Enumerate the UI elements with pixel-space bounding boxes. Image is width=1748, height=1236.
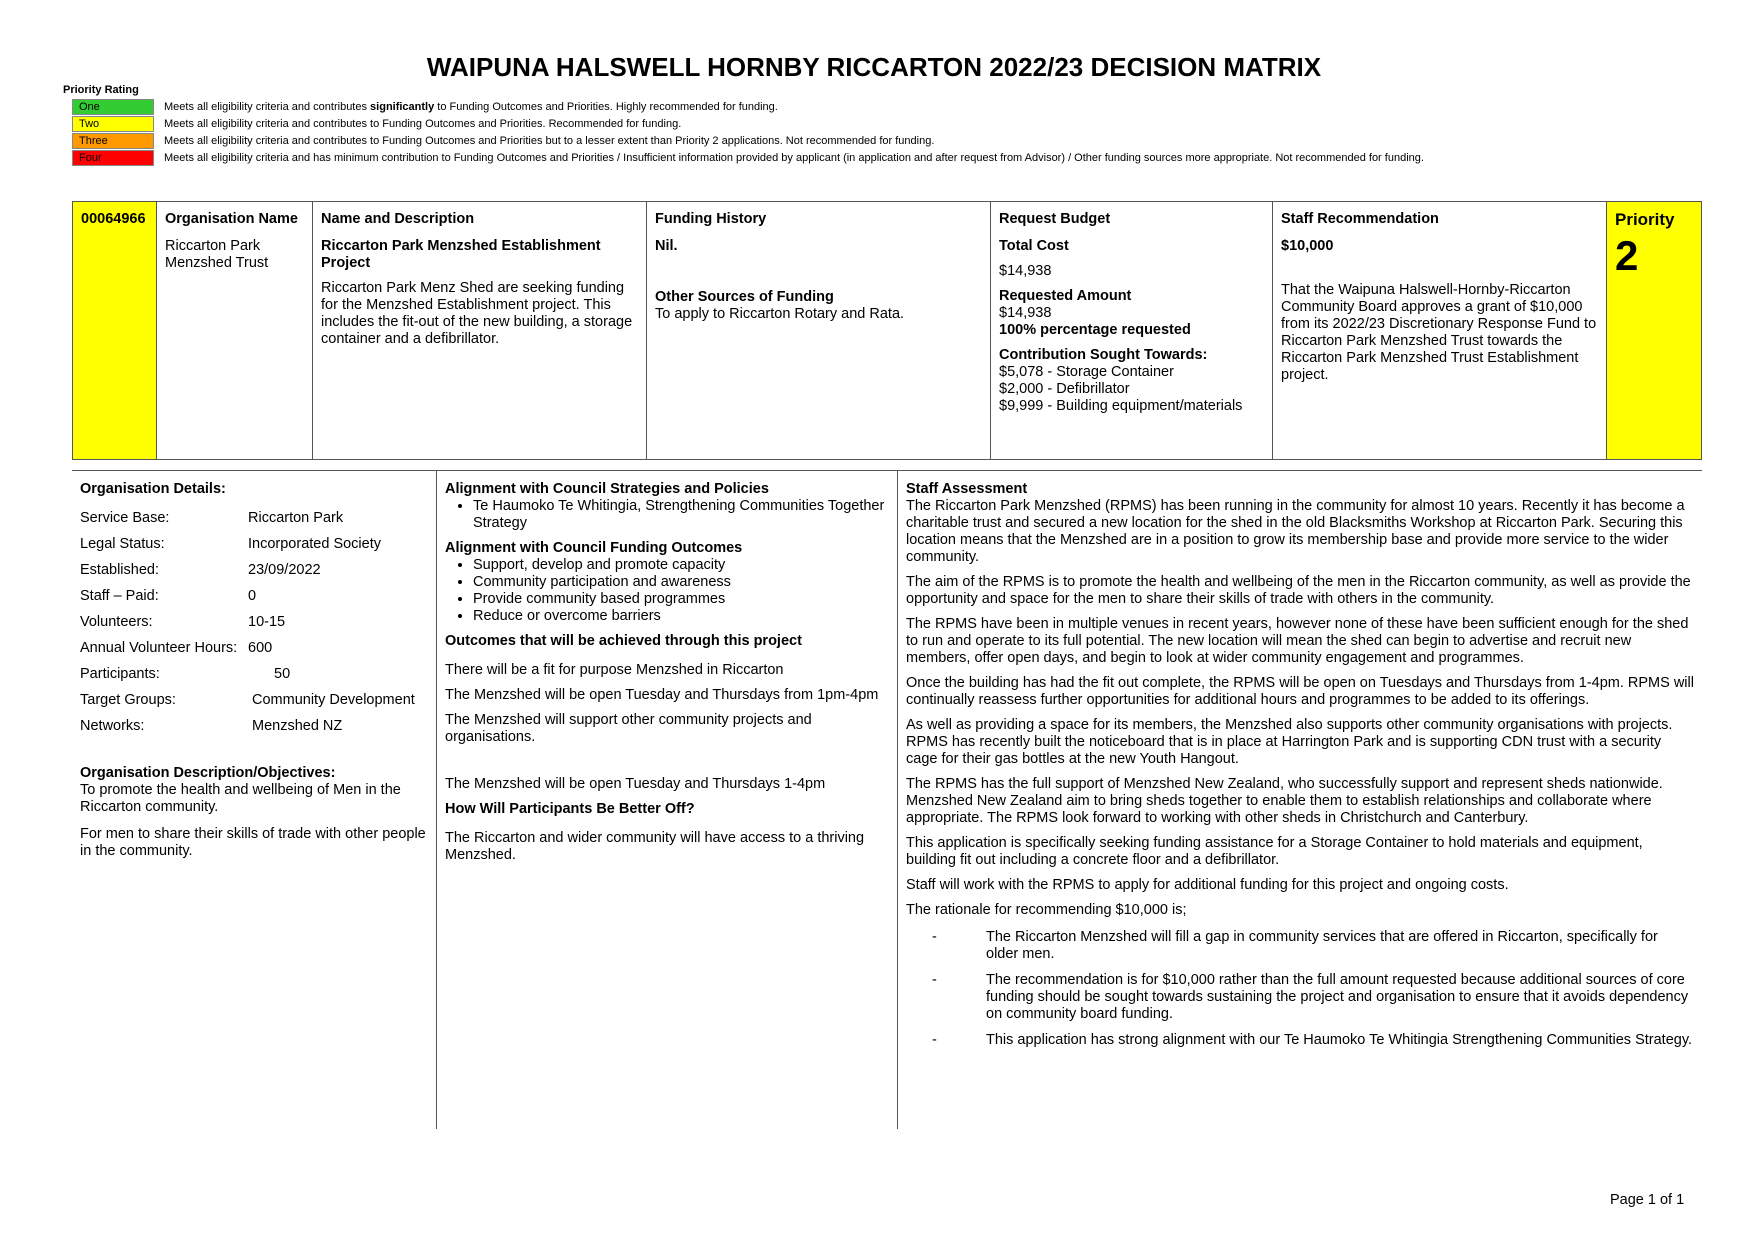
- organisation-description: To promote the health and wellbeing of Men in the Riccarton community.: [80, 782, 401, 815]
- detail-row: Participants: 50: [80, 666, 291, 682]
- request-budget-cell: [991, 202, 1273, 459]
- priority-four-desc: Meets all eligibility criteria and has minimum contribution to Funding Outcomes and Priorities / Insufficient information provided by applicant (in application and after request from Advisor) / Other funding sources more appropriate. Not recommended for funding.: [164, 152, 1424, 164]
- assessment-paragraph: The Riccarton Park Menzshed (RPMS) has been running in the community for almost 10 years. Recently it has become a charitable trust and secured a new location for the shed in the old Blacksmiths Workshop at Riccarton Park. Securing this location means that the Menzshed are in a position to grow its membership base and provide more service to the wider community.: [906, 498, 1685, 565]
- priority-cell: [1607, 202, 1701, 459]
- funding-outcomes-list: [445, 557, 889, 625]
- details-section: [72, 470, 1702, 1130]
- detail-row: Service Base: Riccarton Park: [80, 510, 344, 526]
- funding-history-value: Nil.: [655, 238, 678, 254]
- better-off-text: The Riccarton and wider community will have access to a thriving Menzshed.: [445, 830, 865, 863]
- strategy-item: • Te Haumoko Te Whitingia, Strengthening Communities Together Strategy: [473, 498, 889, 532]
- application-id-cell: [73, 202, 157, 459]
- staff-recommendation-text: That the Waipuna Halswell-Hornby-Riccarton Community Board approves a grant of $10,000 from its 2022/23 Discretionary Response Fund to Riccarton Park Menzshed Trust towards the Riccarton Park Menzshed Trust Establishment project.: [1281, 282, 1597, 383]
- priority-three-swatch: Three: [72, 133, 154, 149]
- organisation-name: Riccarton Park Menzshed Trust: [165, 238, 269, 271]
- assessment-paragraph: This application is specifically seeking funding assistance for a Storage Container to hold materials and equipment, building fit out including a concrete floor and a defibrillator.: [906, 835, 1643, 868]
- organisation-details-column: [72, 471, 437, 1129]
- assessment-paragraph: Once the building has had the fit out complete, the RPMS will be open on Tuesdays and Thursdays from 1-4pm. RPMS will continually reassess further opportunities for additional hours and programmes to be added to its offerings.: [906, 675, 1694, 708]
- outcome-item: • Support, develop and promote capacity: [473, 557, 889, 574]
- other-sources-value: To apply to Riccarton Rotary and Rata.: [655, 306, 905, 322]
- total-cost-label: Total Cost: [999, 238, 1069, 254]
- priority-three-desc: Meets all eligibility criteria and contributes to Funding Outcomes and Priorities but to a lesser extent than Priority 2 applications. Not recommended for funding.: [164, 135, 935, 147]
- assessment-paragraph: Staff will work with the RPMS to apply for additional funding for this project and ongoing costs.: [906, 877, 1509, 893]
- priority-one-swatch: One: [72, 99, 154, 115]
- project-title: Riccarton Park Menzshed Establishment Project: [321, 238, 601, 271]
- assessment-paragraph: The rationale for recommending $10,000 is;: [906, 902, 1187, 918]
- application-id: 00064966: [81, 211, 146, 227]
- organisation-name-cell: [157, 202, 313, 459]
- alignment-column: [437, 471, 897, 1129]
- staff-recommendation-cell: [1273, 202, 1607, 459]
- detail-row: Target Groups: Community Development: [80, 692, 415, 708]
- detail-row: Annual Volunteer Hours: 600: [80, 640, 273, 656]
- priority-value: 2: [1615, 232, 1639, 279]
- contribution-item: $2,000 - Defibrillator: [999, 381, 1130, 397]
- contribution-label: Contribution Sought Towards:: [999, 347, 1208, 363]
- priority-rating-heading: Priority Rating: [63, 84, 139, 96]
- funding-history-cell: [647, 202, 991, 459]
- percentage-requested: 100% percentage requested: [999, 322, 1191, 338]
- page-number: Page 1 of 1: [1610, 1192, 1685, 1208]
- other-sources-heading: Other Sources of Funding: [655, 289, 834, 305]
- project-description: Riccarton Park Menz Shed are seeking funding for the Menzshed Establishment project. This includes the fit-out of the new building, a storage container and a defibrillator.: [321, 280, 633, 347]
- page-title: WAIPUNA HALSWELL HORNBY RICCARTON 2022/23 DECISION MATRIX: [426, 52, 1322, 82]
- organisation-details-heading: Organisation Details:: [80, 481, 226, 497]
- detail-row: Staff – Paid: 0: [80, 588, 257, 604]
- decision-matrix-table: [72, 201, 1702, 460]
- detail-row: Established: 23/09/2022: [80, 562, 321, 578]
- staff-recommendation-amount: $10,000: [1281, 238, 1334, 254]
- detail-row: Legal Status: Incorporated Society: [80, 536, 381, 552]
- rationale-item: - The Riccarton Menzshed will fill a gap in community services that are offered in Riccarton, specifically for older men.: [932, 929, 1658, 962]
- rationale-item: - The recommendation is for $10,000 rather than the full amount requested because additional sources of core funding should be sought towards sustaining the project and organisation to ensure that it avoids dependency on community board funding.: [932, 972, 1689, 1022]
- contribution-item: $9,999 - Building equipment/materials: [999, 398, 1243, 414]
- staff-recommendation-heading: Staff Recommendation: [1281, 211, 1439, 227]
- name-description-heading: Name and Description: [321, 211, 475, 227]
- organisation-description-heading: Organisation Description/Objectives:: [80, 765, 336, 781]
- staff-assessment-heading: Staff Assessment: [906, 481, 1028, 497]
- priority-heading: Priority: [1615, 210, 1675, 229]
- achieved-outcome: The Menzshed will be open Tuesday and Thursdays 1-4pm: [445, 776, 826, 792]
- assessment-paragraph: As well as providing a space for its members, the Menzshed also supports other community organisations with projects. RPMS has recently built the noticeboard that is in place at Harrington Park and is supporting CDN trust with a security cage for their gas bottles at the new Youth Hangout.: [906, 717, 1673, 767]
- achieved-outcome: The Menzshed will be open Tuesday and Thursdays from 1pm-4pm: [445, 687, 879, 703]
- total-cost-value: $14,938: [999, 263, 1052, 279]
- outcome-item: • Provide community based programmes: [473, 591, 889, 608]
- strategies-list: [445, 498, 889, 532]
- detail-row: Volunteers: 10-15: [80, 614, 286, 630]
- achieved-outcome: There will be a fit for purpose Menzshed in Riccarton: [445, 662, 784, 678]
- outcome-item: • Reduce or overcome barriers: [473, 608, 889, 625]
- priority-two-swatch: Two: [72, 116, 154, 132]
- priority-two-desc: Meets all eligibility criteria and contributes to Funding Outcomes and Priorities. Recommended for funding.: [164, 118, 682, 130]
- contribution-item: $5,078 - Storage Container: [999, 364, 1174, 380]
- outcome-item: • Community participation and awareness: [473, 574, 889, 591]
- name-description-cell: [313, 202, 647, 459]
- request-budget-heading: Request Budget: [999, 211, 1111, 227]
- detail-row: Networks: Menzshed NZ: [80, 718, 343, 734]
- assessment-paragraph: The aim of the RPMS is to promote the health and wellbeing of the men in the Riccarton community, as well as provide the opportunity and space for the men to share their skills of trade with others in the community.: [906, 574, 1691, 607]
- organisation-name-heading: Organisation Name: [165, 211, 298, 227]
- assessment-paragraph: The RPMS has the full support of Menzshed New Zealand, who successfully support and represent sheds nationwide. Menzshed New Zealand aim to bring sheds together to enable them to establish relationships and collaborate where appropriate. The RPMS look forward to working with other sheds in Christchurch and Canterbury.: [906, 776, 1663, 826]
- priority-one-desc: Meets all eligibility criteria and contributes significantly to Funding Outcomes and Priorities. Highly recommended for funding.: [164, 101, 778, 113]
- funding-outcomes-heading: Alignment with Council Funding Outcomes: [445, 540, 743, 556]
- requested-amount-label: Requested Amount: [999, 288, 1132, 304]
- achieved-outcome: The Menzshed will support other community projects and organisations.: [445, 712, 812, 745]
- funding-history-heading: Funding History: [655, 211, 767, 227]
- strategies-heading: Alignment with Council Strategies and Policies: [445, 481, 769, 497]
- achieved-outcomes-heading: Outcomes that will be achieved through this project: [445, 633, 802, 649]
- requested-amount-value: $14,938: [999, 305, 1052, 321]
- better-off-heading: How Will Participants Be Better Off?: [445, 801, 695, 817]
- staff-assessment-column: [898, 471, 1702, 1129]
- rationale-item: - This application has strong alignment with our Te Haumoko Te Whitingia Strengthening Communities Strategy.: [932, 1032, 1693, 1048]
- organisation-description: For men to share their skills of trade with other people in the community.: [80, 826, 426, 859]
- assessment-paragraph: The RPMS have been in multiple venues in recent years, however none of these have been sufficient enough for the shed to run and operate to its full potential. The new location will mean the shed can begin to advertise and recruit new members, offer open days, and begin to look at wider community engagement and programmes.: [906, 616, 1689, 666]
- priority-four-swatch: Four: [72, 150, 154, 166]
